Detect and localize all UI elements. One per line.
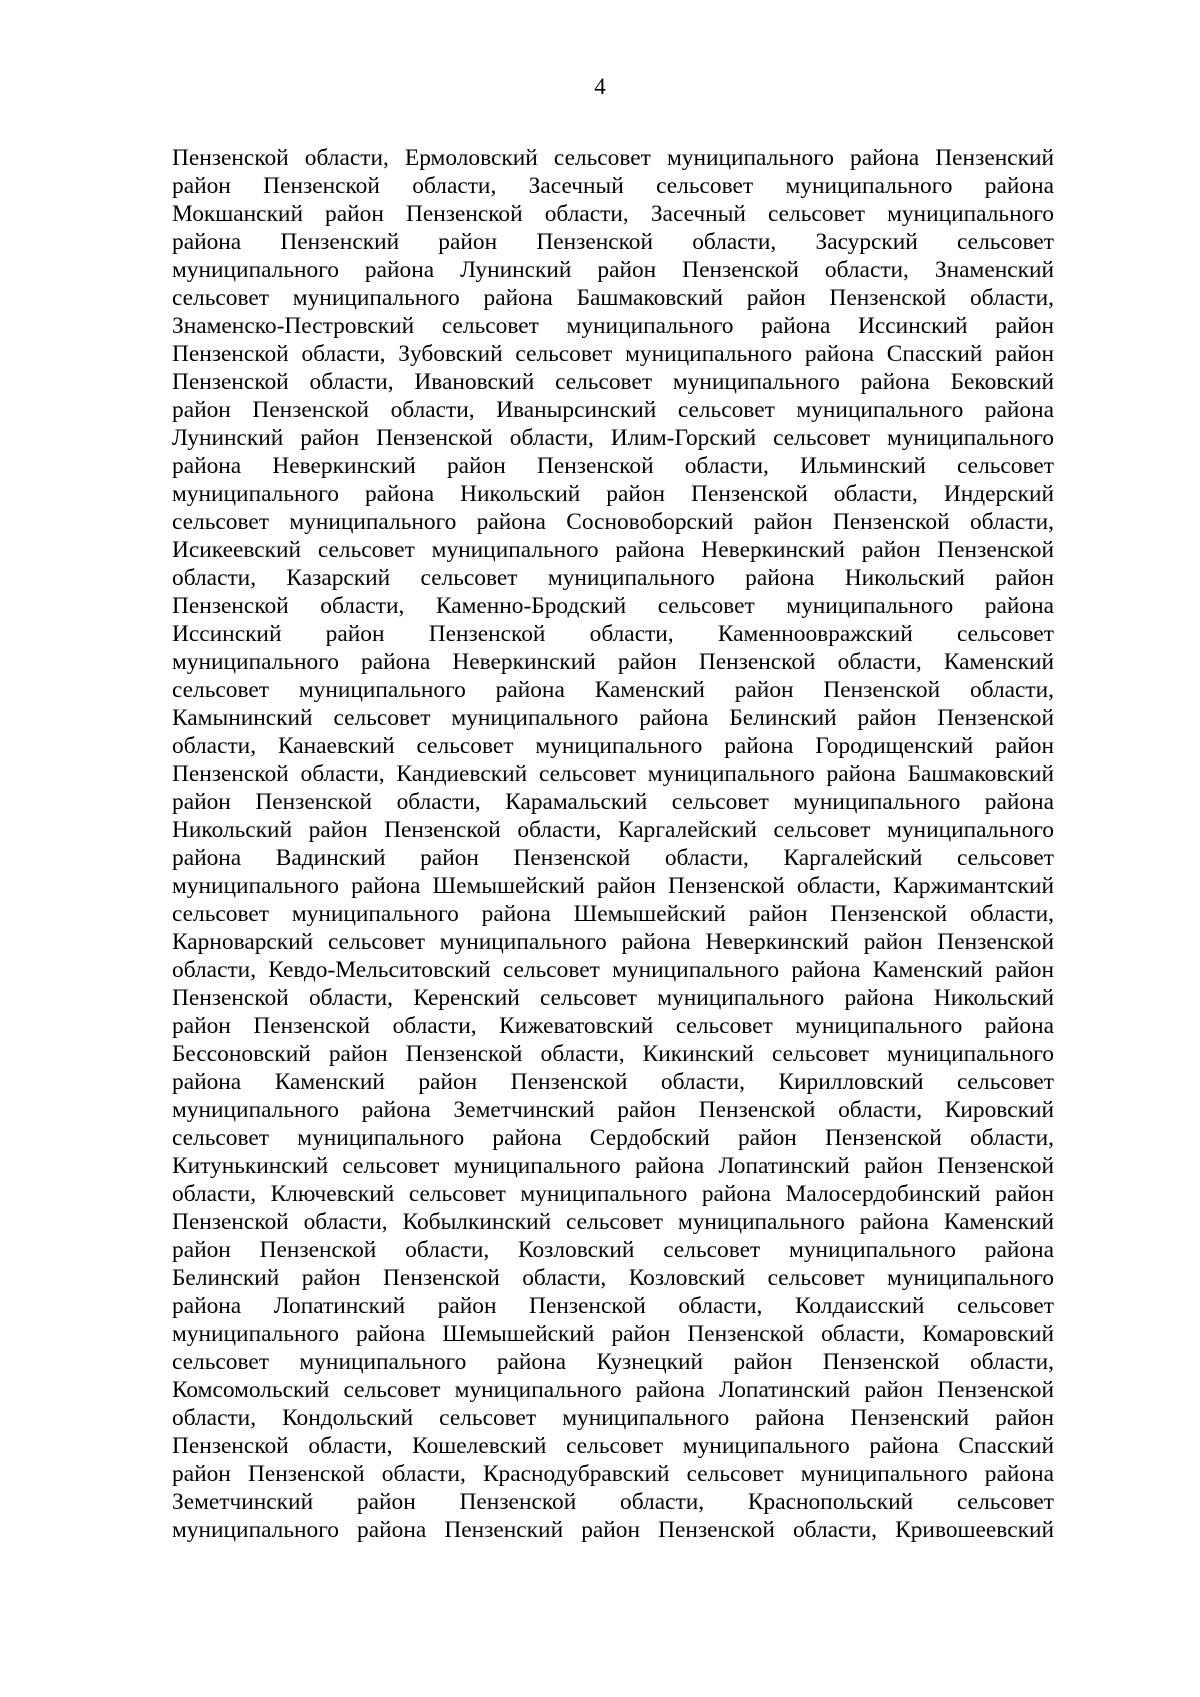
text-line: муниципального района Пензенский район Пензенской области, Кривошеевский: [172, 1517, 1054, 1543]
text-line: Белинский район Пензенской области, Козловский сельсовет муниципального: [172, 1265, 1054, 1291]
text-line: район Пензенской области, Иванырсинский сельсовет муниципального района: [172, 397, 1054, 423]
text-line: сельсовет муниципального района Сердобский район Пензенской области,: [172, 1125, 1054, 1151]
text-line: муниципального района Земетчинский район Пензенской области, Кировский: [172, 1097, 1054, 1123]
text-line: области, Канаевский сельсовет муниципального района Городищенский район: [172, 733, 1054, 759]
text-line: муниципального района Шемышейский район Пензенской области, Каржимантский: [172, 873, 1054, 899]
text-line: области, Кондольский сельсовет муниципального района Пензенский район: [172, 1405, 1054, 1431]
text-line: Никольский район Пензенской области, Каргалейский сельсовет муниципального: [172, 817, 1054, 843]
text-line: район Пензенской области, Засечный сельсовет муниципального района: [172, 173, 1054, 199]
text-line: района Пензенский район Пензенской области, Засурский сельсовет: [172, 229, 1054, 255]
text-line: Пензенской области, Кошелевский сельсовет муниципального района Спасский: [172, 1433, 1054, 1459]
text-line: Пензенской области, Керенский сельсовет муниципального района Никольский: [172, 985, 1054, 1011]
text-line: Пензенской области, Зубовский сельсовет муниципального района Спасский район: [172, 341, 1054, 367]
text-line: Пензенской области, Каменно-Бродский сельсовет муниципального района: [172, 593, 1054, 619]
text-line: района Каменский район Пензенской области, Кирилловский сельсовет: [172, 1069, 1054, 1095]
text-line: Лунинский район Пензенской области, Илим-Горский сельсовет муниципального: [172, 425, 1054, 451]
text-line: Камынинский сельсовет муниципального района Белинский район Пензенской: [172, 705, 1054, 731]
text-line: сельсовет муниципального района Каменский район Пензенской области,: [172, 677, 1054, 703]
text-line: Знаменско-Пестровский сельсовет муниципального района Иссинский район: [172, 313, 1054, 339]
text-line: района Вадинский район Пензенской области, Каргалейский сельсовет: [172, 845, 1054, 871]
text-line: Земетчинский район Пензенской области, Краснопольский сельсовет: [172, 1489, 1054, 1515]
text-line: Бессоновский район Пензенской области, Кикинский сельсовет муниципального: [172, 1041, 1054, 1067]
text-line: Карноварский сельсовет муниципального района Неверкинский район Пензенской: [172, 929, 1054, 955]
text-line: Пензенской области, Ермоловский сельсовет муниципального района Пензенский: [172, 145, 1054, 171]
text-line: Китунькинский сельсовет муниципального района Лопатинский район Пензенской: [172, 1153, 1054, 1179]
text-line: Исикеевский сельсовет муниципального района Неверкинский район Пензенской: [172, 537, 1054, 563]
text-line: сельсовет муниципального района Сосновоборский район Пензенской области,: [172, 509, 1054, 535]
text-line: район Пензенской области, Карамальский сельсовет муниципального района: [172, 789, 1054, 815]
text-line: района Лопатинский район Пензенской области, Колдаисский сельсовет: [172, 1293, 1054, 1319]
text-line: Пензенской области, Кобылкинский сельсовет муниципального района Каменский: [172, 1209, 1054, 1235]
text-line: Комсомольский сельсовет муниципального района Лопатинский район Пензенской: [172, 1377, 1054, 1403]
text-line: области, Кевдо-Мельситовский сельсовет муниципального района Каменский район: [172, 957, 1054, 983]
text-line: муниципального района Неверкинский район Пензенской области, Каменский: [172, 649, 1054, 675]
text-line: район Пензенской области, Козловский сельсовет муниципального района: [172, 1237, 1054, 1263]
text-line: области, Ключевский сельсовет муниципального района Малосердобинский район: [172, 1181, 1054, 1207]
text-line: район Пензенской области, Кижеватовский сельсовет муниципального района: [172, 1013, 1054, 1039]
page-number: 4: [594, 74, 606, 99]
text-line: области, Казарский сельсовет муниципального района Никольский район: [172, 565, 1054, 591]
text-line: сельсовет муниципального района Башмаковский район Пензенской области,: [172, 285, 1054, 311]
text-line: сельсовет муниципального района Шемышейский район Пензенской области,: [172, 901, 1054, 927]
body-text: [172, 144, 1054, 1544]
text-line: Иссинский район Пензенской области, Каменноовражский сельсовет: [172, 621, 1054, 647]
text-line: муниципального района Шемышейский район Пензенской области, Комаровский: [172, 1321, 1054, 1347]
text-line: район Пензенской области, Краснодубравский сельсовет муниципального района: [172, 1461, 1054, 1487]
text-line: Мокшанский район Пензенской области, Засечный сельсовет муниципального: [172, 201, 1054, 227]
text-line: Пензенской области, Кандиевский сельсовет муниципального района Башмаковский: [172, 761, 1054, 787]
text-line: муниципального района Лунинский район Пензенской области, Знаменский: [172, 257, 1054, 283]
text-line: муниципального района Никольский район Пензенской области, Индерский: [172, 481, 1054, 507]
text-line: сельсовет муниципального района Кузнецкий район Пензенской области,: [172, 1349, 1054, 1375]
text-line: Пензенской области, Ивановский сельсовет муниципального района Бековский: [172, 369, 1054, 395]
text-line: района Неверкинский район Пензенской области, Ильминский сельсовет: [172, 453, 1054, 479]
